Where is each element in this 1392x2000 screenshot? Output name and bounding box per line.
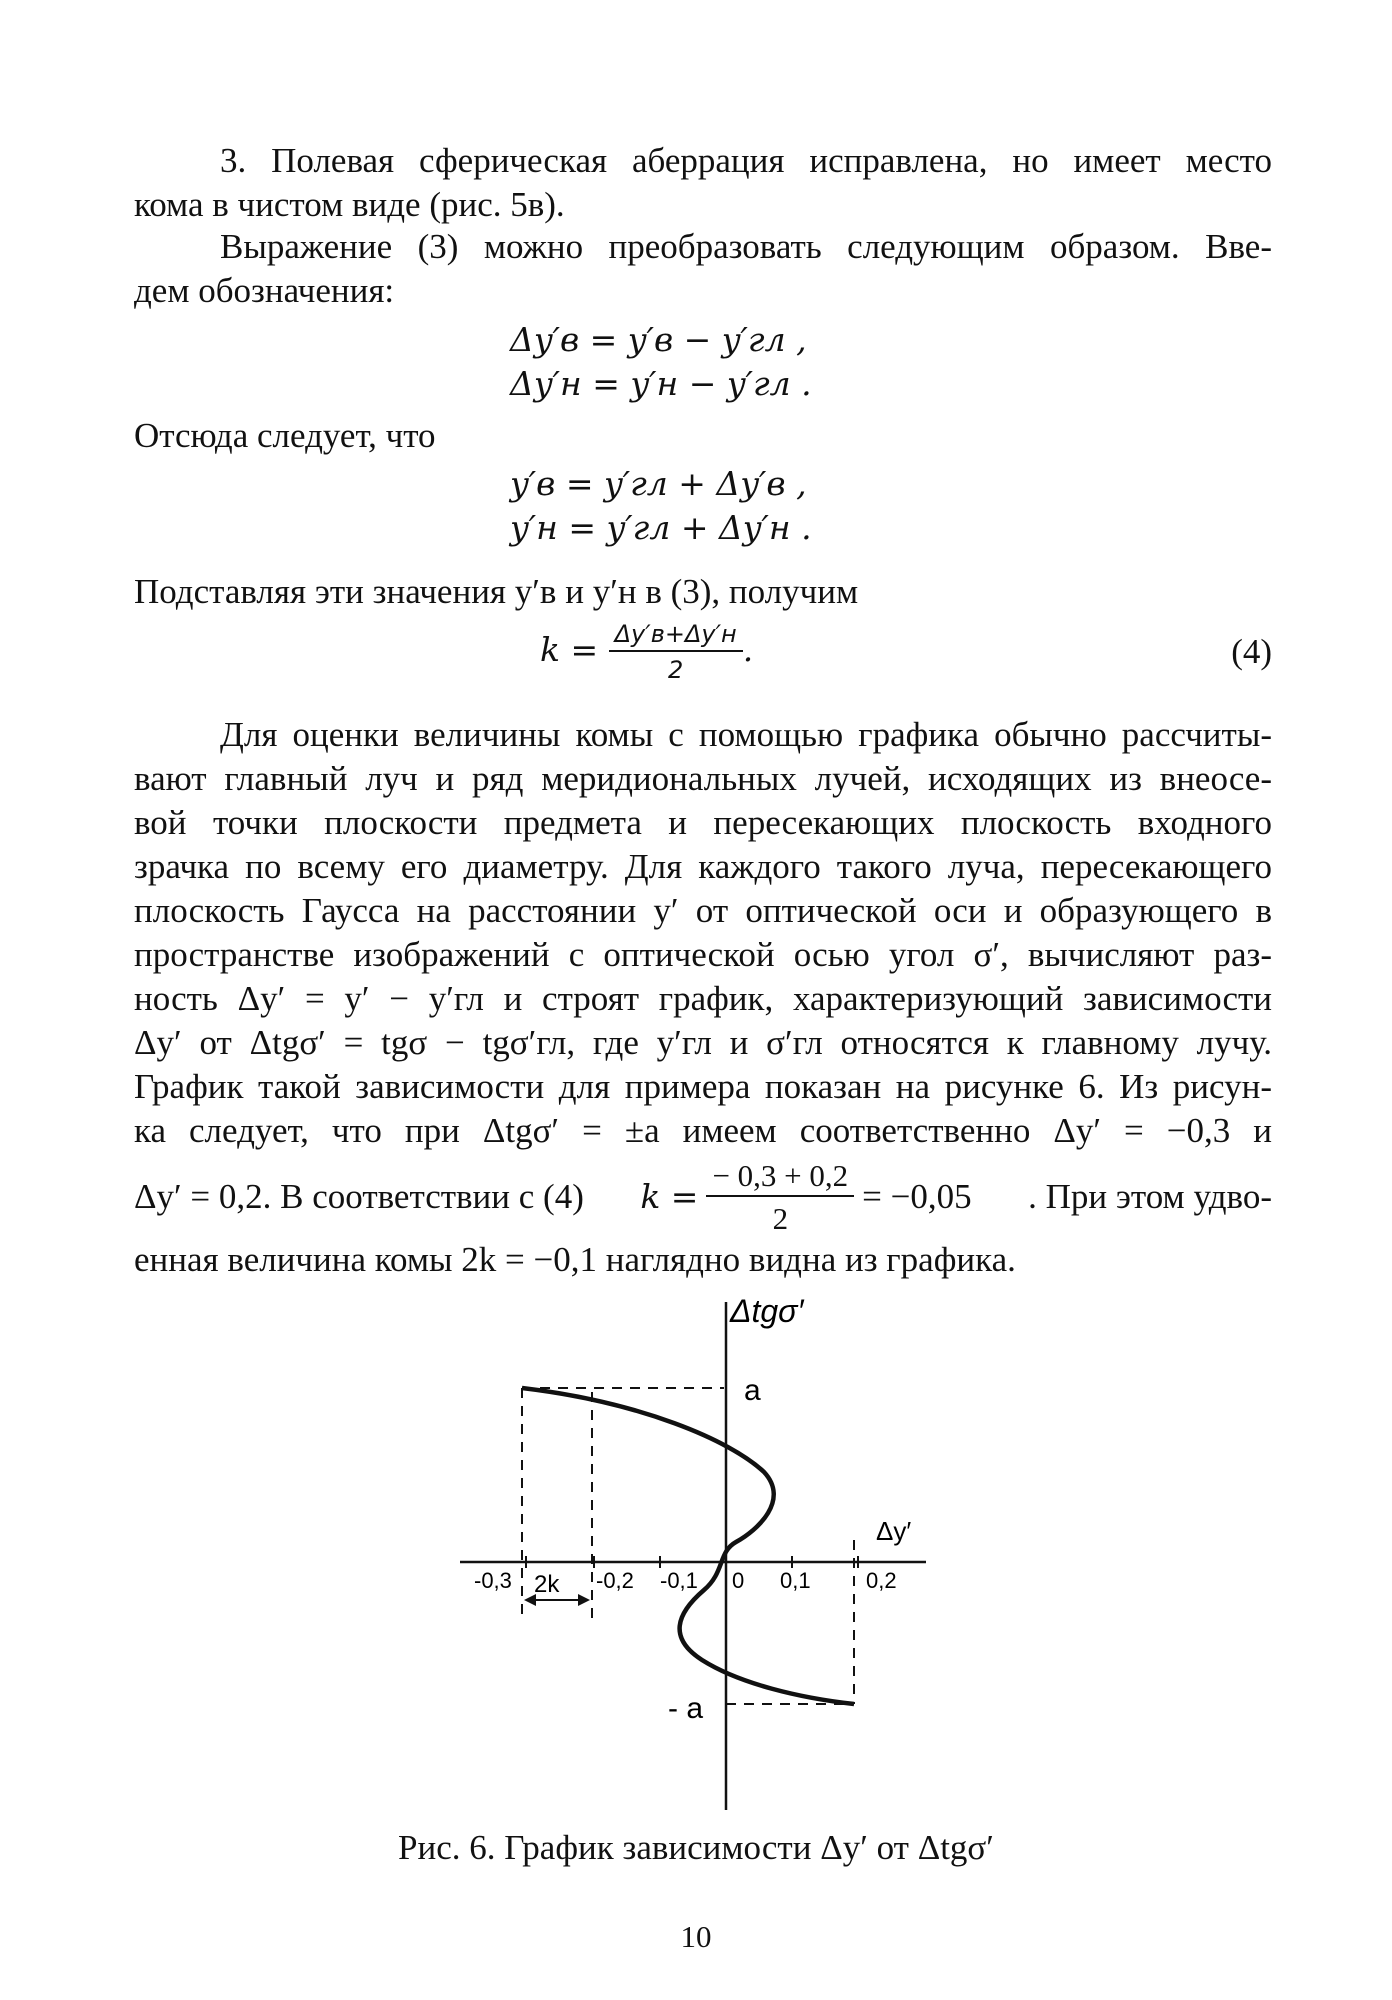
figure-caption: Рис. 6. График зависимости Δy′ от Δtgσ′ xyxy=(398,1828,994,1867)
dashed-guides xyxy=(522,1388,854,1704)
para3-line: пространстве изображений с оптической осью угол σ′, вычисляют раз- xyxy=(134,935,1272,974)
para3-line: ка следует, что при Δtgσ′ = ±a имеем соответственно Δy′ = −0,3 и xyxy=(134,1111,1272,1150)
para3-line-12: енная величина комы 2k = −0,1 наглядно видна из графика. xyxy=(134,1240,1016,1279)
inline-k-label: k = xyxy=(640,1177,699,1216)
para3-line11-pre: Δy′ = 0,2. В соответствии с (4) xyxy=(134,1177,584,1216)
para3-line11-post: . При этом удво- xyxy=(1028,1177,1272,1216)
para2-line2: дем обозначения: xyxy=(134,271,395,310)
tick-label: -0,1 xyxy=(660,1568,698,1593)
figure-6-graph xyxy=(0,1290,1392,1850)
para3-line: Для оценки величины комы с помощью графика обычно рассчиты- xyxy=(220,715,1272,754)
tick-label: -0,3 xyxy=(474,1568,512,1593)
tick-label: 0,2 xyxy=(866,1568,897,1593)
para1-line1: 3. Полевая сферическая аберрация исправлена, но имеет место xyxy=(220,141,1272,180)
para3-line: График такой зависимости для примера показан на рисунке 6. Из рисун- xyxy=(134,1067,1272,1106)
equation-4-tail: . xyxy=(742,630,754,669)
from-here-text: Отсюда следует, что xyxy=(134,416,436,455)
label-a: a xyxy=(744,1374,761,1407)
equation-4-fraction xyxy=(609,622,743,682)
equation-delta-yv: Δy′в = y′в − y′гл , xyxy=(510,320,807,359)
equation-4-number: (4) xyxy=(1231,632,1272,671)
inline-fraction-denominator: 2 xyxy=(772,1201,789,1236)
coma-curve xyxy=(522,1388,854,1704)
para3-line: вой точки плоскости предмета и пересекающих плоскость входного xyxy=(134,803,1272,842)
page-number: 10 xyxy=(680,1919,712,1954)
para3-line: вают главный луч и ряд меридиональных лучей, исходящих из внеосе- xyxy=(134,759,1272,798)
equation-delta-yn: Δy′н = y′н − y′гл . xyxy=(510,364,812,403)
para3-line: зрачка по всему его диаметру. Для каждого такого луча, пересекающего xyxy=(134,847,1272,886)
equation-yv: y′в = y′гл + Δy′в , xyxy=(510,464,807,503)
para1-line2: кома в чистом виде (рис. 5в). xyxy=(134,185,565,224)
equation-4-numerator: Δy′в+Δy′н xyxy=(609,622,743,652)
equation-4-denominator: 2 xyxy=(668,656,684,684)
equation-4 xyxy=(540,620,753,682)
tick-label: 0 xyxy=(732,1568,745,1593)
para3-line: плоскость Гаусса на расстоянии y′ от оптической оси и образующего в xyxy=(134,891,1272,930)
inline-fraction-numerator: − 0,3 + 0,2 xyxy=(706,1160,854,1197)
label-2k: 2k xyxy=(534,1571,560,1598)
inline-fraction-k xyxy=(640,1160,971,1234)
inline-fraction-result: = −0,05 xyxy=(862,1177,972,1216)
para3-line: Δy′ от Δtgσ′ = tgσ − tgσ′гл, где y′гл и σ′гл относятся к главному лучу. xyxy=(134,1023,1272,1062)
equation-yn: y′н = y′гл + Δy′н . xyxy=(510,508,812,547)
2k-arrow-right xyxy=(578,1594,590,1606)
substitute-text: Подставляя эти значения y′в и y′н в (3), получим xyxy=(134,572,859,611)
label-minus-a: - a xyxy=(668,1692,704,1725)
x-axis-label: Δy′ xyxy=(876,1516,912,1546)
para3-line: ность Δy′ = y′ − y′гл и строят график, характеризующий зависимости xyxy=(134,979,1272,1018)
para3-line-11 xyxy=(134,1160,1272,1234)
para2-line1: Выражение (3) можно преобразовать следующим образом. Вве- xyxy=(220,227,1272,266)
inline-fraction xyxy=(706,1160,854,1234)
equation-4-lhs: k = xyxy=(540,630,599,669)
tick-label: 0,1 xyxy=(780,1568,811,1593)
tick-label: -0,2 xyxy=(596,1568,634,1593)
y-axis-label: Δtgσ′ xyxy=(730,1293,804,1329)
